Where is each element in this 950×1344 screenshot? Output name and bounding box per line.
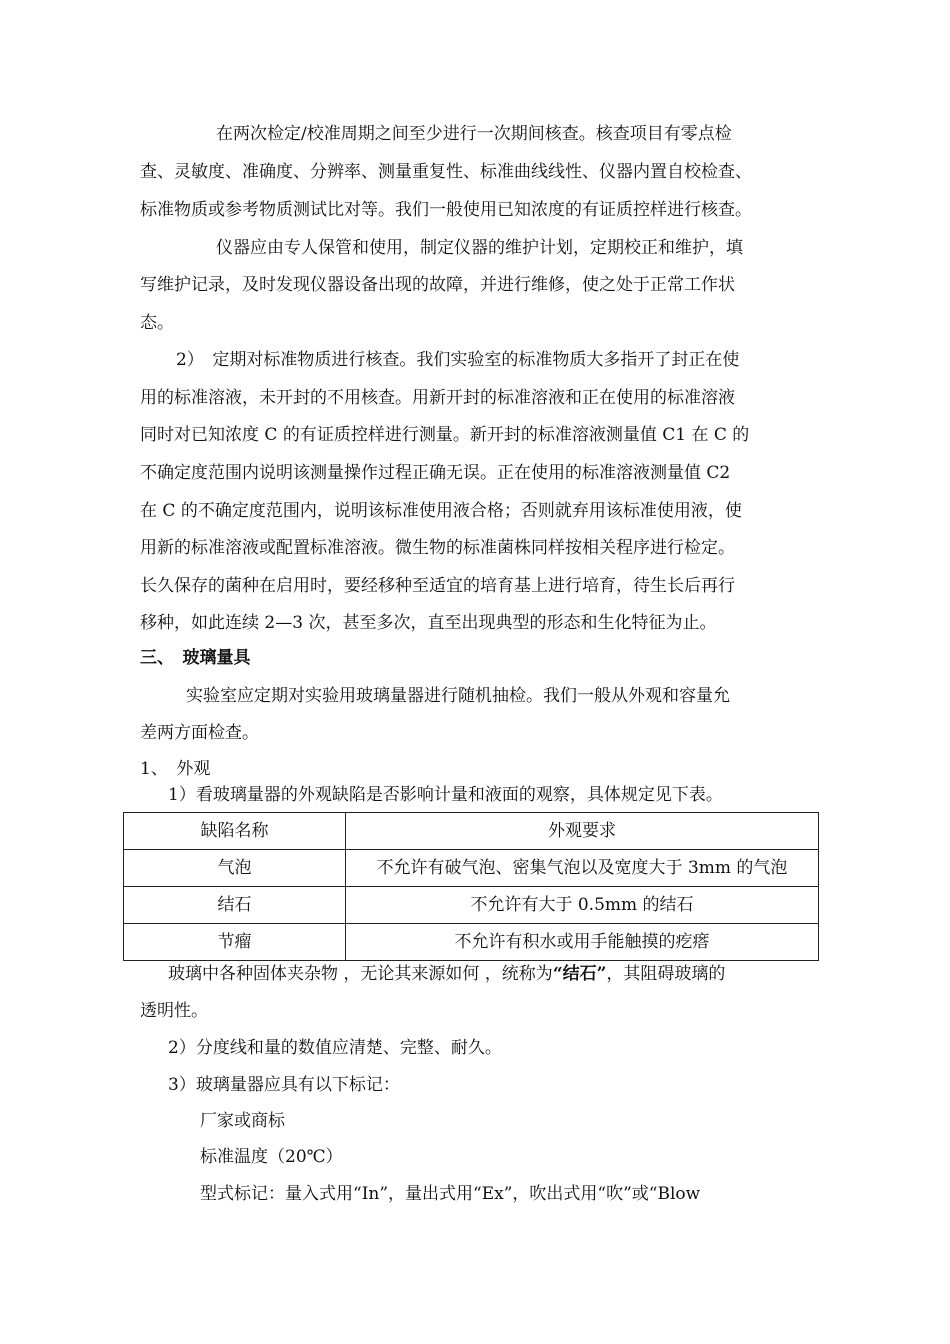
table-header-cell: 缺陷名称 [124,813,346,850]
table-row [124,887,819,924]
table-cell: 不允许有积水或用手能触摸的疙瘩 [346,924,819,961]
table-cell: 节瘤 [124,924,346,961]
paragraph-line: 实验室应定期对实验用玻璃量器进行随机抽检。我们一般从外观和容量允 [186,686,730,706]
paragraph-line [168,963,725,985]
list-item: 2）分度线和量的数值应清楚、完整、耐久。 [168,1038,502,1058]
text-segment: 玻璃中各种固体夹杂物 ，无论其来源如何 ，统称为 [168,964,553,984]
mark-line: 型式标记：量入式用“In”，量出式用“Ex”，吹出式用“吹”或“Blow [200,1184,701,1204]
list-item: 1）看玻璃量器的外观缺陷是否影响计量和液面的观察，具体规定见下表。 [168,785,723,805]
table-row [124,924,819,961]
table-cell: 不允许有大于 0.5mm 的结石 [346,887,819,924]
paragraph-line: 标准物质或参考物质测试比对等。我们一般使用已知浓度的有证质控样进行核查。 [140,200,752,220]
paragraph-line: 用的标准溶液，未开封的不用核查。用新开封的标准溶液和正在使用的标准溶液 [140,388,735,408]
text-segment: ，其阻碍玻璃的 [606,964,726,984]
paragraph-line: 用新的标准溶液或配置标准溶液。微生物的标准菌株同样按相关程序进行检定。 [140,538,735,558]
paragraph-line: 态。 [140,313,174,333]
paragraph-line: 长久保存的菌种在启用时，要经移种至适宜的培育基上进行培育，待生长后再行 [140,576,735,596]
table-header-cell: 外观要求 [346,813,819,850]
defect-table [123,812,819,961]
table-cell: 气泡 [124,850,346,887]
paragraph-line: 仪器应由专人保管和使用，制定仪器的维护计划，定期校正和维护，填 [216,238,743,258]
paragraph-line: 不确定度范围内说明该测量操作过程正确无误。正在使用的标准溶液测量值 C2 [140,463,731,483]
paragraph-line: 差两方面检查。 [140,723,259,743]
paragraph-line: 查、灵敏度、准确度、分辨率、测量重复性、标准曲线线性、仪器内置自校检查、 [140,162,752,182]
subsection-heading: 1、 外观 [140,759,211,779]
mark-line: 标准温度（20℃） [200,1147,343,1167]
emphasis-term: “结石” [552,964,607,984]
table-cell: 结石 [124,887,346,924]
mark-line: 厂家或商标 [200,1111,285,1131]
table-header-row [124,813,819,850]
paragraph-line: 2） 定期对标准物质进行核查。我们实验室的标准物质大多指开了封正在使 [176,350,740,370]
paragraph-line: 写维护记录，及时发现仪器设备出现的故障，并进行维修，使之处于正常工作状 [140,275,735,295]
paragraph-line: 在 C 的不确定度范围内，说明该标准使用液合格；否则就弃用该标准使用液，使 [140,501,742,521]
table-cell: 不允许有破气泡、密集气泡以及宽度大于 3mm 的气泡 [346,850,819,887]
paragraph-line: 同时对已知浓度 C 的有证质控样进行测量。新开封的标准溶液测量值 C1 在 C 的 [140,425,750,445]
table-row [124,850,819,887]
paragraph-line: 在两次检定/校准周期之间至少进行一次期间核查。核查项目有零点检 [216,124,732,144]
section-heading: 三、 玻璃量具 [140,648,251,668]
list-item: 3）玻璃量器应具有以下标记： [168,1075,400,1095]
paragraph-line: 移种，如此连续 2—3 次，甚至多次，直至出现典型的形态和生化特征为止。 [140,613,717,633]
paragraph-line: 透明性。 [140,1001,208,1021]
